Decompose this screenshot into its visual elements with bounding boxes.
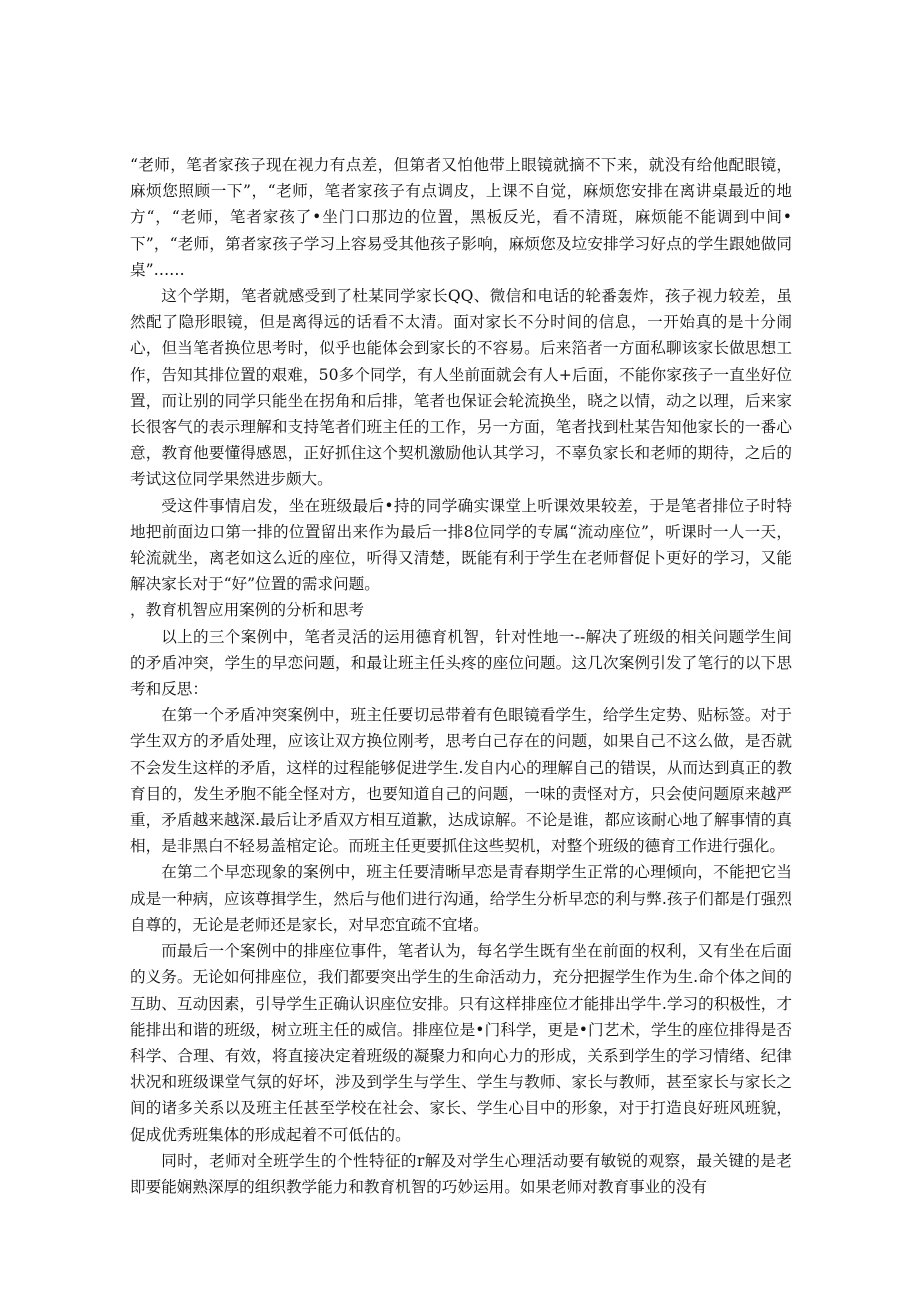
- paragraph-seating-case: 而最后一个案例中的排座位事件，笔者认为，每名学生既有坐在前面的权利，又有坐在后面的义务。无论如何排座位，我们都要突出学生的生命活动力，充分把握学生作为生.命个体之间的互助、互动因素，引导学生正确认识座位安排。只有这样排座位才能排出学牛.学习的积极性，才能排出和谐的班级，树立班主任的威信。排座位是•门科学，更是•门艺术，学生的座位排得是否科学、合理、有效，将直接决定着班级的凝聚力和向心力的形成，关系到学生的学习情绪、纪律状况和班级课堂气氛的好坏，涉及到学生与学生、学生与教师、家长与教师，甚至家长与家长之间的诸多关系以及班主任甚至学校在社会、家长、学生心目中的形象，对于打造良好班风班貌，促成优秀班集体的形成起着不可低估的。: [130, 942, 792, 1144]
- paragraph-teacher-insight: 同时，老师对全班学生的个性特征的r解及对学生心理活动要有敏锐的观察，最关键的是老即要能娴熟深厚的组织教学能力和教育机智的巧妙运用。如果老师对教育事业的没有: [130, 1151, 792, 1196]
- paragraph-du-case: 这个学期，笔者就感受到了杜某同学家长QQ、微信和电话的轮番轰炸，孩子视力较差，虽然配了隐形眼镜，但是离得远的话看不太清。面对家长不分时间的信息，一开始真的是十分闹心，但当笔者换位思考时，似乎也能体会到家长的不容易。后来箔者一方面私聊该家长做思想工作，告知其排位置的艰难，50多个同学，有人坐前面就会有人+后面，不能你家孩子一直坐好位置，而让别的同学只能坐在拐角和后排，笔者也保证会轮流换坐，晓之以情，动之以理，后来家长很客气的表示理解和支持笔者们班主任的工作，另一方面，笔者找到杜某告知他家长的一番心意，教育他要懂得感恩，正好抓住这个契机激励他认其学习，不辜负家长和老师的期待，之后的考试这位同学果然进步颇大。: [130, 287, 792, 489]
- paragraph-early-love-case: 在第二个早恋现象的案例中，班主任要清晰早恋是青春期学生正常的心理倾向，不能把它当成是一种病，应该尊揖学生，然后与他们进行沟通，给学生分析早恋的利与弊.孩子们都是仃强烈自尊的，无论是老师还是家长，对早恋宜疏不宜堵。: [130, 863, 792, 934]
- section-heading: ，教育机智应用案例的分析和思考: [130, 601, 364, 620]
- document-body: [130, 152, 792, 1200]
- paragraph-three-cases: 以上的三个案例中，笔者灵活的运用德育机智，针对性地一--解决了班级的相关问题学生间的矛盾冲突，学生的早恋问题，和最让班主任头疼的座位问题。这几次案例引发了笔行的以下思考和反思：: [130, 627, 792, 699]
- paragraph-parent-requests: “老师，笔者家孩子现在视力有点差，但第者又怕他带上眼镜就摘不下来，就没有给他配眼镜，麻烦您照顾一下”，“老师，笔者家孩子有点调皮，上课不自觉，麻烦您安排在离讲桌最近的地方“，“老师，笔者家孩了•坐门口那边的位置，黑板反光，看不清斑，麻烦能不能调到中间•下”，“老师，第者家孩子学习上容易受其他孩子影响，麻烦您及垃安排学习好点的学生跟她做同桌”……: [130, 156, 792, 279]
- paragraph-conflict-case: 在第一个矛盾冲突案例中，班主任要切忌带着有色眼镜看学生，给学生定势、贴标签。对于学生双方的矛盾处理，应该让双方换位刚考，思考白己存在的问题，如果自己不这么做，是否就不会发生这样的矛盾，这样的过程能够促进学生.发自内心的理解自己的错误，从而达到真正的教育目的，发生矛胞不能全怪对方，也要知道自己的问题，一味的责怪对方，只会使问题原来越严重，矛盾越来越深.最后让矛盾双方相互道歉，达成谅解。不论是谁，都应该耐心地了解事情的真相，是非黑白不轻易盖棺定论。而班主任更要抓住这些契机，对整个班级的德育工作进行强化。: [130, 706, 792, 856]
- paragraph-flexible-seat: 受这件事情启发，坐在班级最后•持的同学确实课堂上听课效果较差，于是笔者排位子时特地把前面边口第一排的位置留出来作为最后一排8位同学的专属“流动座位”，听课时一人一天，轮流就坐，离老如这么近的座位，听得又清楚，既能有利于学生在老师督促卜更好的学习，又能解决家长对于“好”位置的需求问题。: [130, 496, 792, 594]
